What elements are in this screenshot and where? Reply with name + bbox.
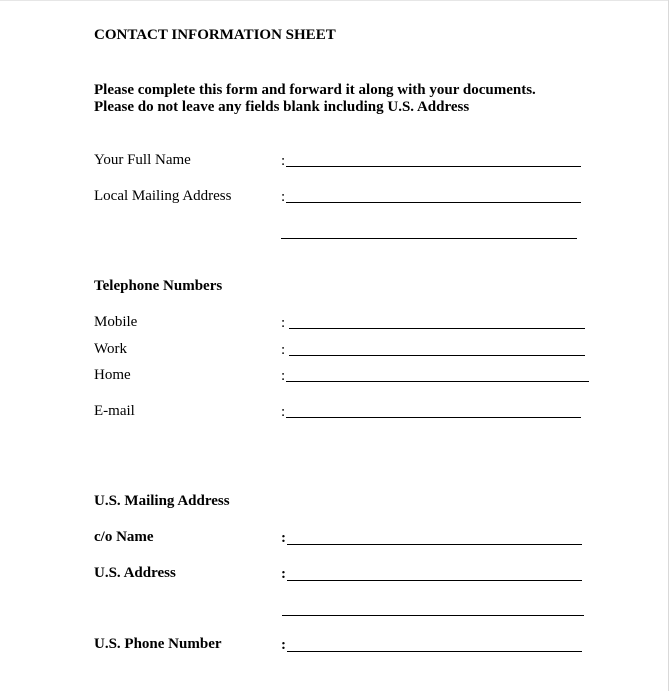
work-label: Work xyxy=(94,341,127,357)
local-address-label: Local Mailing Address xyxy=(94,188,232,204)
us-phone-colon: : xyxy=(281,637,286,653)
local-address-field-line-2[interactable] xyxy=(281,238,577,239)
telephone-heading: Telephone Numbers xyxy=(94,278,223,294)
home-label: Home xyxy=(94,367,131,383)
home-field[interactable] xyxy=(286,381,589,382)
instruction-line-1: Please complete this form and forward it along with your documents. xyxy=(94,82,536,98)
us-address-field-line-2[interactable] xyxy=(282,615,584,616)
email-label: E-mail xyxy=(94,403,135,419)
work-field[interactable] xyxy=(289,355,585,356)
full-name-colon: : xyxy=(281,153,286,169)
home-colon: : xyxy=(281,368,286,384)
local-address-colon: : xyxy=(281,189,286,205)
us-address-colon: : xyxy=(281,566,286,582)
email-colon: : xyxy=(281,404,286,420)
co-name-colon: : xyxy=(281,530,286,546)
email-field[interactable] xyxy=(286,417,581,418)
us-phone-field[interactable] xyxy=(287,651,582,652)
local-address-field-line-1[interactable] xyxy=(286,202,581,203)
us-address-field-line-1[interactable] xyxy=(287,580,582,581)
co-name-label: c/o Name xyxy=(94,529,154,545)
mobile-colon: : xyxy=(281,315,286,331)
work-colon: : xyxy=(281,342,286,358)
instruction-line-2: Please do not leave any fields blank including U.S. Address xyxy=(94,99,470,115)
mobile-field[interactable] xyxy=(289,328,585,329)
co-name-field[interactable] xyxy=(287,544,582,545)
full-name-field[interactable] xyxy=(286,166,581,167)
mobile-label: Mobile xyxy=(94,314,138,330)
us-phone-label: U.S. Phone Number xyxy=(94,636,222,652)
page-top-border xyxy=(0,0,669,1)
full-name-label: Your Full Name xyxy=(94,152,191,168)
us-address-label: U.S. Address xyxy=(94,565,176,581)
us-address-heading: U.S. Mailing Address xyxy=(94,493,230,509)
form-title: CONTACT INFORMATION SHEET xyxy=(94,27,336,43)
